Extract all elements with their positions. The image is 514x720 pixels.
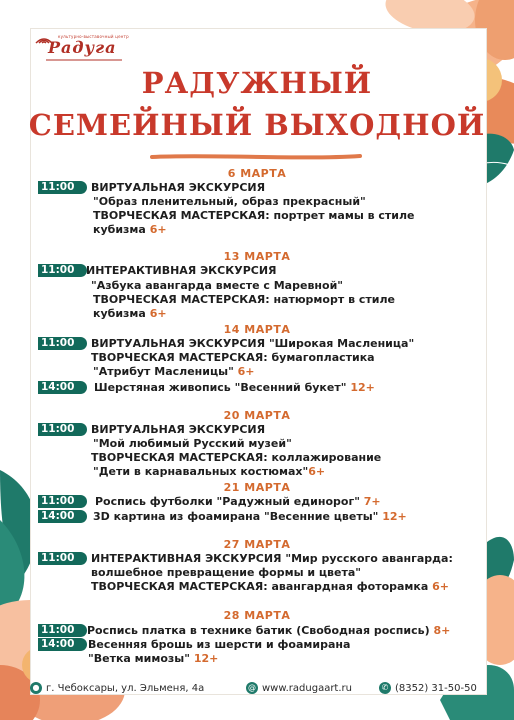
time-badge: 11:00 (38, 495, 87, 508)
date-heading: 14 МАРТА (223, 323, 291, 336)
age-rating: 6+ (149, 223, 167, 236)
event-line: "Мой любимый Русский музей" (93, 437, 292, 450)
footer-phone[interactable]: ✆ (8352) 31-50-50 (379, 682, 477, 694)
event-line: ИНТЕРАКТИВНАЯ ЭКСКУРСИЯ (86, 264, 277, 277)
event-line: ВИРТУАЛЬНАЯ ЭКСКУРСИЯ (91, 423, 266, 436)
age-rating: 8+ (433, 624, 451, 637)
event-line: Роспись платка в технике батик (Свободная роспись) 8+ (87, 624, 451, 637)
phone-icon: ✆ (379, 682, 391, 694)
age-rating: 6+ (237, 365, 255, 378)
event-line: ТВОРЧЕСКАЯ МАСТЕРСКАЯ: коллажирование (91, 451, 382, 464)
footer-address: ● г. Чебоксары, ул. Эльменя, 4а (30, 682, 204, 694)
time-badge: 11:00 (38, 552, 87, 565)
time-badge: 11:00 (38, 181, 87, 194)
time-badge: 11:00 (38, 264, 87, 277)
logo-tagline: культурно-выставочный центр (58, 34, 129, 39)
date-heading: 6 МАРТА (227, 167, 287, 180)
age-rating: 7+ (363, 495, 381, 508)
time-badge: 14:00 (38, 381, 87, 394)
age-rating: 6+ (308, 465, 326, 478)
age-rating: 12+ (350, 381, 375, 394)
at-sign-icon: @ (248, 683, 256, 692)
age-rating: 6+ (149, 307, 167, 320)
age-rating: 6+ (432, 580, 450, 593)
page-title-line2: СЕМЕЙНЫЙ ВЫХОДНОЙ (28, 108, 486, 142)
location-pin-icon: ● (30, 682, 42, 694)
page-title-line1: РАДУЖНЫЙ (141, 66, 373, 100)
event-line: ИНТЕРАКТИВНАЯ ЭКСКУРСИЯ "Мир русского авангарда: (91, 552, 453, 565)
event-line: "Ветка мимозы" 12+ (88, 652, 219, 665)
event-line: ВИРТУАЛЬНАЯ ЭКСКУРСИЯ (91, 181, 266, 194)
date-heading: 21 МАРТА (223, 481, 291, 494)
event-line: ТВОРЧЕСКАЯ МАСТЕРСКАЯ: авангардная фоторамка 6+ (91, 580, 450, 593)
time-badge: 14:00 (38, 510, 87, 523)
logo-name: Радуга (48, 38, 117, 57)
event-line: "Образ пленительный, образ прекрасный" (93, 195, 366, 208)
event-line: "Атрибут Масленицы" 6+ (93, 365, 255, 378)
event-line: Весенняя брошь из шерсти и фоамирана (88, 638, 351, 651)
date-heading: 27 МАРТА (223, 538, 291, 551)
age-rating: 12+ (193, 652, 219, 665)
event-line: ТВОРЧЕСКАЯ МАСТЕРСКАЯ: бумагопластика (91, 351, 375, 364)
time-badge: 11:00 (38, 337, 87, 350)
age-rating: 12+ (382, 510, 407, 523)
date-heading: 13 МАРТА (223, 250, 291, 263)
time-badge: 11:00 (38, 423, 87, 436)
event-line: кубизма 6+ (93, 307, 167, 320)
event-line: 3D картина из фоамирана "Весенние цветы" 12+ (93, 510, 407, 523)
time-badge: 11:00 (38, 624, 87, 637)
footer-website[interactable]: @ www.radugaart.ru (248, 683, 352, 694)
event-line: "Дети в карнавальных костюмах"6+ (93, 465, 326, 478)
event-line: ТВОРЧЕСКАЯ МАСТЕРСКАЯ: натюрморт в стиле (93, 293, 395, 306)
event-line: ТВОРЧЕСКАЯ МАСТЕРСКАЯ: портрет мамы в стиле (93, 209, 415, 222)
event-line: Шерстяная живопись "Весенний букет" 12+ (94, 381, 375, 394)
time-badge: 14:00 (38, 638, 87, 651)
event-line: ВИРТУАЛЬНАЯ ЭКСКУРСИЯ "Широкая Масленица" (91, 337, 415, 350)
event-line: кубизма 6+ (93, 223, 167, 236)
event-line: Роспись футболки "Радужный единорог" 7+ (95, 495, 381, 508)
event-line: "Азбука авангарда вместе с Маревной" (91, 279, 344, 292)
date-heading: 20 МАРТА (223, 409, 291, 422)
date-heading: 28 МАРТА (223, 609, 291, 622)
event-line: волшебное превращение формы и цвета" (91, 566, 362, 579)
